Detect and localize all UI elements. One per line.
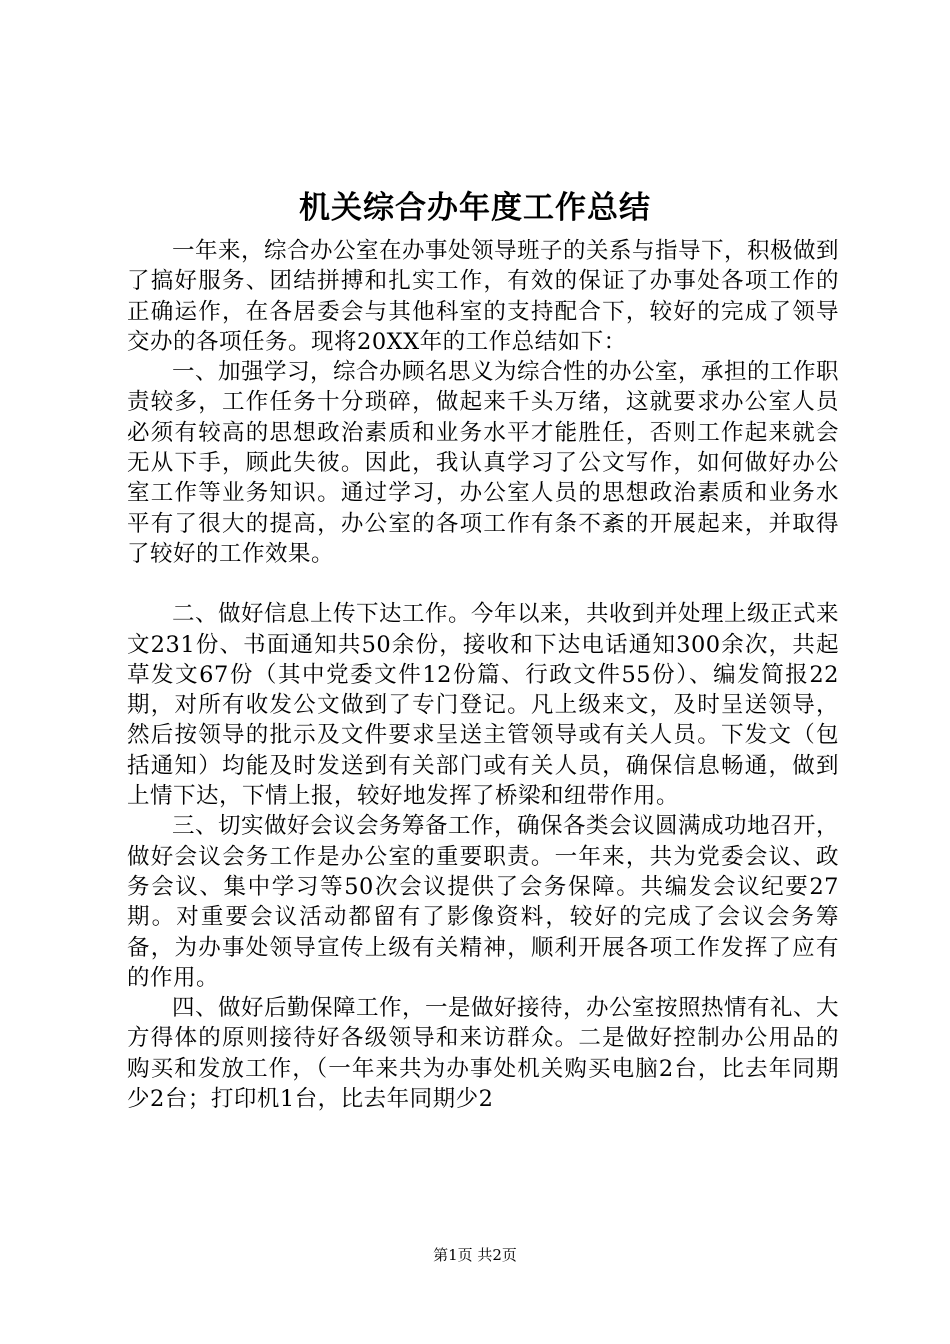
document-body: [127, 236, 839, 1114]
page-number-footer: 第1页 共2页: [433, 1246, 517, 1264]
paragraph-intro: 一年来，综合办公室在办事处领导班子的关系与指导下，积极做到了搞好服务、团结拼搏和扎实工作，有效的保证了办事处各项工作的正确运作，在各居委会与其他科室的支持配合下，较好的完成了领导交办的各项任务。现将20XX年的工作总结如下：: [127, 238, 840, 355]
paragraph-section-1: 一、加强学习，综合办顾名思义为综合性的办公室，承担的工作职责较多，工作任务十分琐碎，做起来千头万绪，这就要求办公室人员必须有较高的思想政治素质和业务水平才能胜任，否则工作起来就会无从下手，顾此失彼。因此，我认真学习了公文写作，如何做好办公室工作等业务知识。通过学习，办公室人员的思想政治素质和业务水平有了很大的提高，办公室的各项工作有条不紊的开展起来，并取得了较好的工作效果。: [127, 359, 840, 567]
document-title: 机关综合办年度工作总结: [299, 190, 651, 226]
paragraph-section-2: 二、做好信息上传下达工作。今年以来，共收到并处理上级正式来文231份、书面通知共50余份，接收和下达电话通知300余次，共起草发文67份（其中党委文件12份篇、行政文件55份）、编发简报22期，对所有收发公文做到了专门登记。凡上级来文，及时呈送领导，然后按领导的批示及文件要求呈送主管领导或有关人员。下发文（包括通知）均能及时发送到有关部门或有关人员，确保信息畅通，做到上情下达，下情上报，较好地发挥了桥梁和纽带作用。: [127, 601, 840, 810]
paragraph-section-3: 三、切实做好会议会务筹备工作，确保各类会议圆满成功地召开，做好会议会务工作是办公室的重要职责。一年来，共为党委会议、政务会议、集中学习等50次会议提供了会务保障。共编发会议纪要27期。对重要会议活动都留有了影像资料，较好的完成了会议会务筹备，为办事处领导宣传上级有关精神，顺利开展各项工作发挥了应有的作用。: [127, 813, 840, 991]
paragraph-section-4: 四、做好后勤保障工作，一是做好接待，办公室按照热情有礼、大方得体的原则接待好各级领导和来访群众。二是做好控制办公用品的购买和发放工作，（一年来共为办事处机关购买电脑2台，比去年同期少2台；打印机1台，比去年同期少2: [127, 995, 840, 1113]
